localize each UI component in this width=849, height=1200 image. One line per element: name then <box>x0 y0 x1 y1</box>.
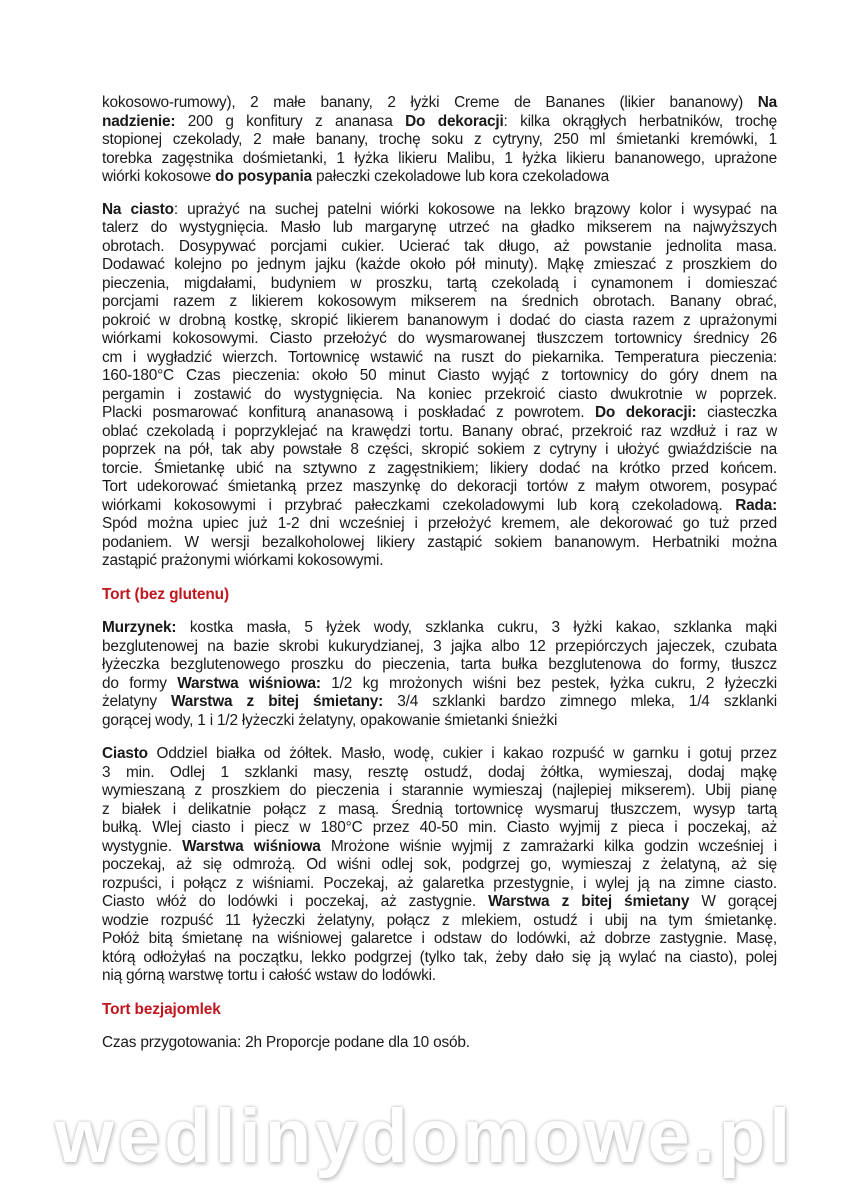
text-run: nią górną warstwę tortu i całość wstaw do lodówki. <box>102 967 436 984</box>
text-line <box>102 656 777 675</box>
text-run: stopionej czekolady, 2 małe banany, trochę soku z cytryny, 250 ml śmietanki kremówki, 1 <box>102 131 777 148</box>
text-run: podaniem. W wersji bezalkoholowej likiery zastąpić sokiem bananowym. Herbatniki można <box>102 533 777 551</box>
text-line <box>102 478 777 497</box>
text-line <box>102 201 777 220</box>
text-run: cm i wygładzić wierzch. Tortownicę wstawić na ruszt do piekarnika. Temperatura pieczenia: <box>102 348 777 366</box>
text-run: Czas przygotowania: 2h Proporcje podane dla 10 osób. <box>102 1034 470 1051</box>
text-run: gorącej wody, 1 i 1/2 łyżeczki żelatyny, opakowanie śmietanki śnieżki <box>102 711 558 729</box>
watermark-logo: wedlinydomowe.pl <box>54 1094 795 1179</box>
text-run: poprzek na pół, tak aby powstałe 8 części, skropić sokiem z cytryny i ułożyć gwiaździście na <box>102 441 777 458</box>
text-run: Ciasto włóż do lodówki i poczekaj, aż zastygnie. <box>102 893 489 910</box>
text-run: torebka zagęstnika dośmietanki, 1 łyżka likieru Malibu, 1 łyżka likieru bananowego, uprażone <box>102 149 777 167</box>
recipe-heading-gluten-free: Tort (bez glutenu) <box>102 585 229 603</box>
text-line <box>102 693 777 712</box>
text-run: wystygnie. <box>102 837 183 855</box>
text-line <box>102 238 777 257</box>
text-line <box>102 423 777 442</box>
text-run: pergamin i zostawić do wystygnięcia. Na koniec przekroić ciasto dwukrotnie w poprzek. <box>102 385 777 403</box>
text-line <box>102 801 777 820</box>
gluten-free-ingredients-paragraph <box>102 619 777 730</box>
bold-label: Na ciasto <box>102 200 174 218</box>
gluten-free-preparation-paragraph <box>102 745 777 986</box>
text-run: kokosowo-rumowy), 2 małe banany, 2 łyżki Creme de Bananes (likier bananowy) <box>102 94 758 111</box>
text-line <box>102 256 777 275</box>
text-line <box>102 912 777 931</box>
text-line <box>102 515 777 534</box>
text-run: porcjami razem z likierem kokosowym mikserem na średnich obrotach. Banany obrać, <box>102 293 777 310</box>
bold-label: Warstwa wiśniowa: <box>177 674 321 692</box>
bold-label: do posypania <box>215 168 312 185</box>
text-line <box>102 219 777 238</box>
text-run: Mrożone wiśnie wyjmij z zamrażarki kilka godzin wcześniej i <box>320 837 777 855</box>
text-line <box>102 349 777 368</box>
text-run: którą odłożyłaś na początku, lekko podgrzej (tylko tak, żeby dało się ją wylać na ciasto), polej <box>102 948 777 966</box>
text-run: obrotach. Dosypywać porcjami cukier. Ucierać tak długo, aż powstanie jednolita masa. <box>102 237 777 255</box>
text-line <box>102 930 777 949</box>
text-run: 200 g konfitury z ananasa <box>175 112 406 130</box>
text-run: Oddziel białka od żółtek. Masło, wodę, cukier i kakao rozpuść w garnku i gotuj przez <box>147 745 777 762</box>
text-run: : uprażyć na suchej patelni wiórki kokosowe na lekko brązowy kolor i wysypać na <box>173 200 777 218</box>
text-run: poczekaj, aż się odmrożą. Od wiśni odlej sok, podgrzej go, wymieszaj z żelatyną, aż się <box>102 856 777 873</box>
text-run: Dodawać kolejno po jednym jajku (każde około pół minuty). Mąkę zmieszać z proszkiem do <box>102 256 777 273</box>
text-line <box>102 856 777 875</box>
bold-label: nadzienie: <box>102 112 176 130</box>
text-line <box>102 330 777 349</box>
text-run: pieczenia, migdałami, budyniem w proszku, tartą czekoladą i cynamonem i domieszać <box>102 274 777 292</box>
bold-label: Warstwa wiśniowa <box>182 837 321 855</box>
bold-label: Murzynek: <box>102 619 177 636</box>
text-run: W gorącej <box>689 893 777 910</box>
bold-label: Do dekoracji <box>405 112 504 130</box>
text-line <box>102 404 777 423</box>
bold-label: Warstwa z bitej śmietany <box>488 893 690 910</box>
text-run: bezglutenowej na bazie skrobi kukurydzianej, 3 jajka albo 12 przepiórczych jajeczek, czubata <box>102 637 777 655</box>
text-run: Placki posmarować konfiturą ananasową i poskładać z powrotem. <box>102 404 595 421</box>
text-run: kostka masła, 5 łyżek wody, szklanka cukru, 3 łyżki kakao, szklanka mąki <box>176 619 777 636</box>
text-run: wodzie rozpuść 11 łyżeczki żelatyny, połącz z mlekiem, ostudź i ubij na tym śmietankę. <box>102 911 777 929</box>
text-run: ciasteczka <box>696 404 777 421</box>
text-line <box>102 782 777 801</box>
text-run: wymieszaną z proszkiem do pieczenia i starannie wymieszaj (najlepiej mikserem). Ubij pianę <box>102 782 777 799</box>
text-line <box>102 552 777 571</box>
text-run: 3 min. Odlej 1 szklanki masy, resztę ostudź, dodaj żółtka, wymieszaj, dodaj mąkę <box>102 763 777 781</box>
text-run: żelatyny <box>102 693 172 710</box>
text-run: z białek i delikatnie połącz z masą. Średnią tortownicę wysmaruj tłuszczem, wysyp tartą <box>102 800 777 818</box>
text-line <box>102 764 777 783</box>
text-line <box>102 275 777 294</box>
text-run: wiórkami kokosowymi. Ciasto przełożyć do wysmarowanej tłuszczem tortownicy średnicy 26 <box>102 330 777 347</box>
text-line <box>102 150 777 169</box>
text-line <box>102 819 777 838</box>
text-run: 160-180°C Czas pieczenia: około 50 minut Ciasto wyjąć z tortownicy do góry dnem na <box>102 367 777 384</box>
bold-label: Rada: <box>735 496 777 514</box>
text-run: Tort udekorować śmietanką przez maszynkę do dekoracji tortów z małym otworem, posypać <box>102 478 777 495</box>
text-line <box>102 893 777 912</box>
text-run: bułką. Wlej ciasto i piecz w 180°C przez 40-50 min. Ciasto wyjmij z pieca i poczekaj, aż <box>102 819 777 836</box>
text-line <box>102 168 777 187</box>
text-run: 3/4 szklanki bardzo zimnego mleka, 1/4 szklanki <box>383 693 777 710</box>
text-line <box>102 441 777 460</box>
text-run: oblać czekoladą i poprzyklejać na krawędzi tortu. Banany obrać, przekroić raz wzdłuż i raz w <box>102 422 777 440</box>
text-run: talerz do wystygnięcia. Masło lub margarynę utrzeć na gładko mikserem na najwyższych <box>102 219 777 236</box>
text-line <box>102 967 777 986</box>
text-run: 1/2 kg mrożonych wiśni bez pestek, łyżka cukru, 2 łyżeczki <box>320 674 778 692</box>
text-run: do formy <box>102 674 178 692</box>
text-line <box>102 497 777 516</box>
text-line <box>102 1034 777 1053</box>
text-run: wiórki kokosowe <box>102 168 216 185</box>
text-run: Spód można upiec już 1-2 dni wcześniej i przełożyć kremem, ale dekorować go tuż przed <box>102 515 777 532</box>
document-page <box>102 94 777 1053</box>
bold-label: Ciasto <box>102 745 148 762</box>
text-line <box>102 94 777 113</box>
text-line <box>102 113 777 132</box>
text-run: zastąpić prażonymi wiórkami kokosowymi. <box>102 552 384 569</box>
text-line <box>102 386 777 405</box>
text-run: pokroić w drobną kostkę, skropić likierem bananowym i dodać do ciasta razem z uprażonymi <box>102 311 777 329</box>
text-line <box>102 534 777 553</box>
text-run: łyżeczka bezglutenowego proszku do pieczenia, tarta bułka bezglutenowa do formy, tłuszcz <box>102 656 777 673</box>
text-run: rozpuści, i połącz z wiśniami. Poczekaj, aż galaretka przestygnie, i wylej ją na zimne ciasto. <box>102 874 777 892</box>
bold-label: Do dekoracji: <box>594 404 697 421</box>
text-run: Połóż bitą śmietanę na wiśniowej galaretce i odstaw do lodówki, aż dobrze zastygnie. Masę, <box>102 930 777 947</box>
text-line <box>102 460 777 479</box>
text-line <box>102 367 777 386</box>
text-run: : kilka okrągłych herbatników, trochę <box>503 112 777 130</box>
preparation-paragraph <box>102 201 777 571</box>
text-line <box>102 638 777 657</box>
text-line <box>102 949 777 968</box>
text-line <box>102 619 777 638</box>
bold-label: Na <box>757 94 777 111</box>
text-run: torcie. Śmietankę ubić na sztywno z zagęstnikiem; likiery dodać na krótko przed końcem. <box>102 459 777 477</box>
text-run: wiórkami kokosowymi i przybrać pałeczkami czekoladowymi lub korą czekoladową. <box>102 496 736 514</box>
ingredients-paragraph <box>102 94 777 187</box>
eggless-info-paragraph <box>102 1034 777 1053</box>
bold-label: Warstwa z bitej śmietany: <box>171 693 384 710</box>
text-line <box>102 675 777 694</box>
text-line <box>102 312 777 331</box>
text-line <box>102 293 777 312</box>
text-line <box>102 712 777 731</box>
text-line <box>102 745 777 764</box>
text-line <box>102 838 777 857</box>
recipe-heading-eggless: Tort bezjajomlek <box>102 1000 221 1018</box>
text-line <box>102 131 777 150</box>
text-run: pałeczki czekoladowe lub kora czekoladowa <box>311 168 609 185</box>
text-line <box>102 875 777 894</box>
